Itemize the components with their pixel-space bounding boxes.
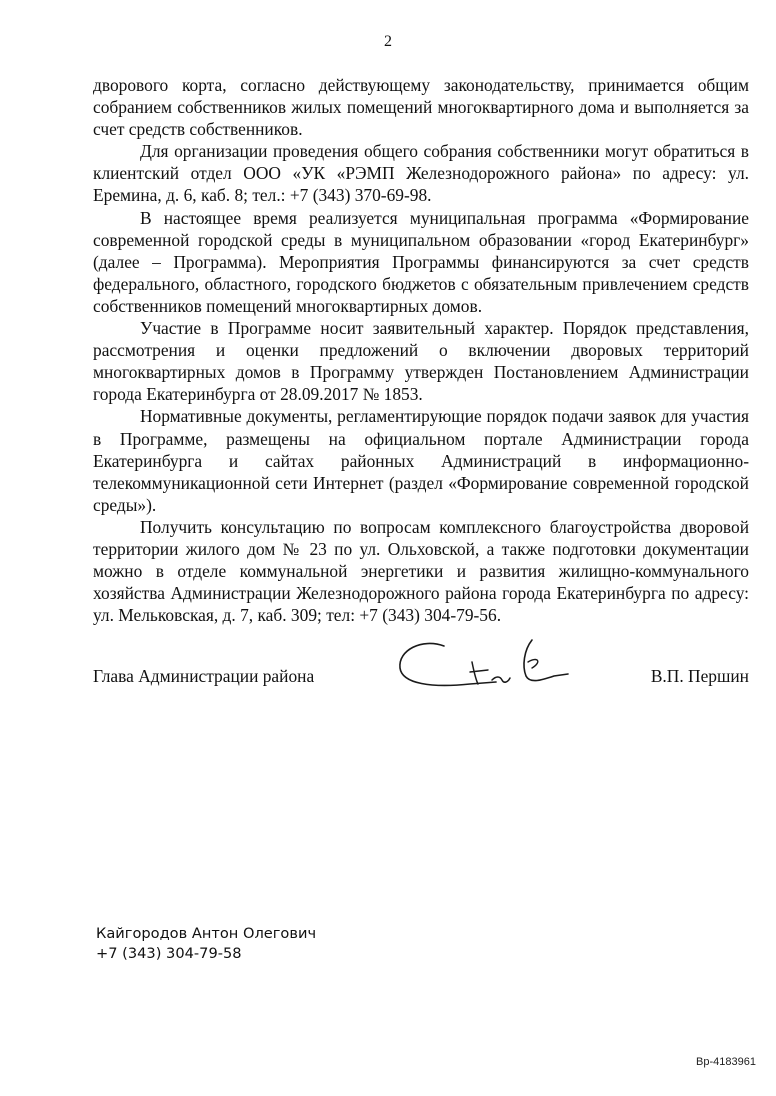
- contact-block: [96, 924, 316, 964]
- paragraph: Для организации проведения общего собрания собственники могут обратиться в клиентский отдел ООО «УК «РЭМП Железнодорожного района» по адресу: ул. Еремина, д. 6, каб. 8; тел.: +7 (343) 370-69-98.: [93, 141, 749, 206]
- page-number: 2: [384, 33, 392, 50]
- paragraph: дворового корта, согласно действующему законодательству, принимается общим собранием собственников жилых помещений многоквартирного дома и выполняется за счет средств собственников.: [93, 75, 749, 140]
- paragraph: Получить консультацию по вопросам комплексного благоустройства дворовой территории жилого дом № 23 по ул. Ольховской, а также подготовки документации можно в отделе коммунальной энергетики и развития жилищно-коммунального хозяйства Администрации Железнодорожного района города Екатеринбурга по адресу: ул. Мельковская, д. 7, каб. 309; тел: +7 (343) 304-79-56.: [93, 516, 749, 626]
- contact-name: Кайгородов Антон Олегович: [96, 925, 317, 942]
- paragraph: Участие в Программе носит заявительный характер. Порядок представления, рассмотрения и оценки предложений о включении дворовых территорий многоквартирных домов в Программу утвержден Постановлением Администрации города Екатеринбурга от 28.09.2017 № 1853.: [93, 318, 749, 405]
- signatory-name: В.П. Першин: [650, 666, 749, 686]
- paragraph: В настоящее время реализуется муниципальная программа «Формирование современной городской среды в муниципальном образовании «город Екатеринбург» (далее – Программа). Мероприятия Программы финансируются за счет средств федерального, областного, городского бюджетов с обязательным привлечением средств собственников помещений многоквартирных домов.: [93, 207, 749, 316]
- signatory-title: Глава Администрации района: [93, 666, 315, 686]
- document-number: Вр-4183961: [696, 1056, 756, 1068]
- letter-body: [93, 74, 749, 626]
- handwritten-signature-icon: [392, 632, 572, 692]
- contact-phone: +7 (343) 304-79-58: [96, 945, 242, 962]
- paragraph: Нормативные документы, регламентирующие порядок подачи заявок для участия в Программе, размещены на официальном портале Администрации города Екатеринбурга и сайтах районных Администраций в информационно-телекоммуникационной сети Интернет (раздел «Формирование современной городской среды»).: [93, 406, 749, 515]
